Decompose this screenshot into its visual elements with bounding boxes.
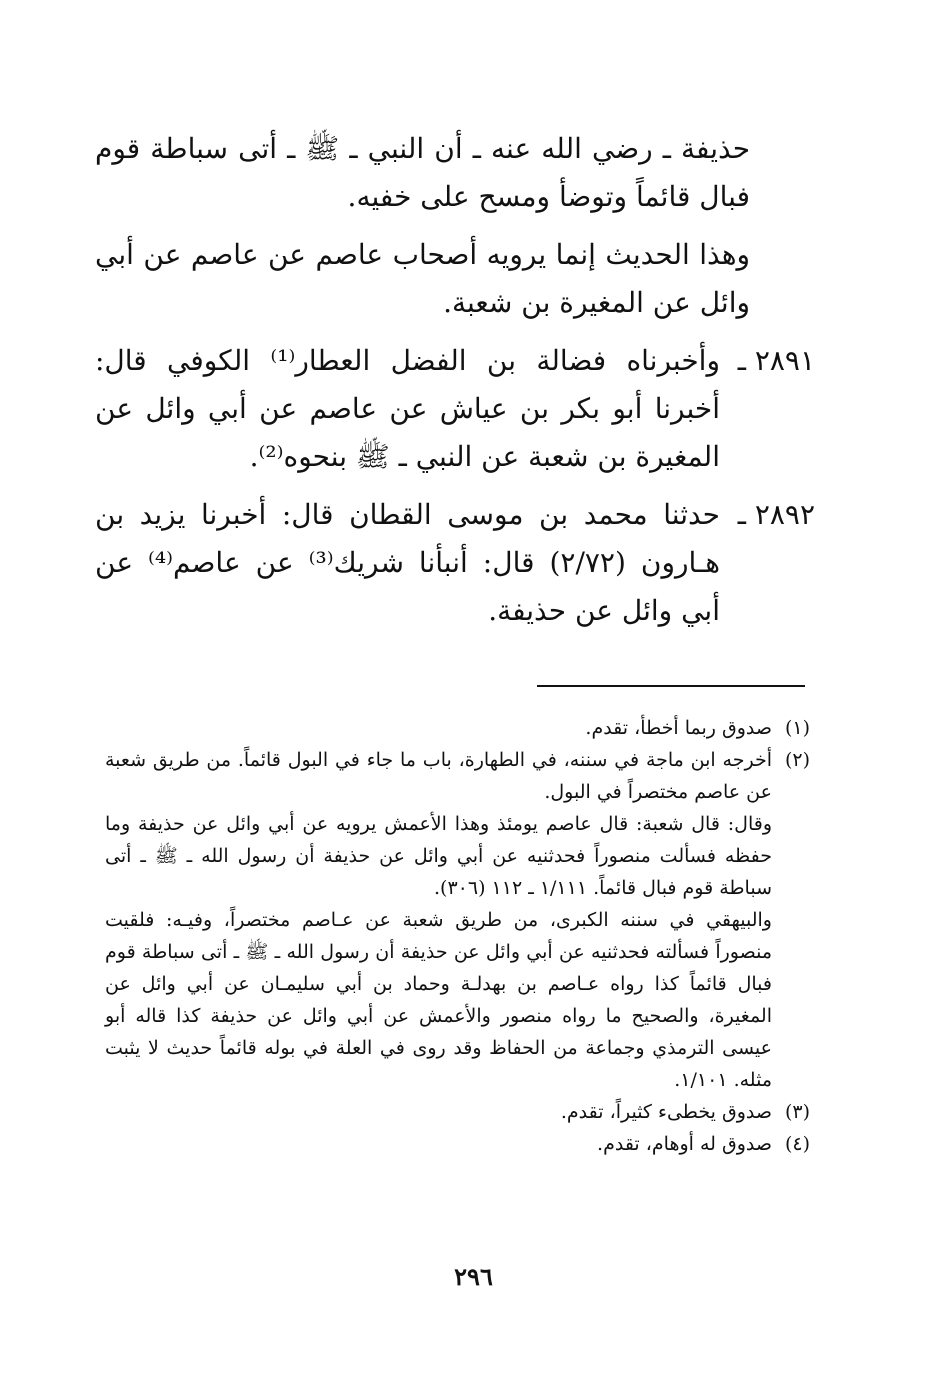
paragraph-hudhayfa: حذيفة ـ رضي الله عنه ـ أن النبي ـ ﷺ ـ أتى سباطة قوم فبال قائماً وتوضأ ومسح على خفيه. [95, 132, 750, 213]
page-number: ٢٩٦ [454, 1262, 493, 1291]
hadith-text: وأخبرناه فضالة بن الفضل العطار⁽¹⁾ الكوفي قال: أخبرنا أبو بكر بن عياش عن عاصم عن أبي وائل عن المغيرة بن شعبة عن النبي ـ ﷺ بنحوه⁽²⁾. [95, 344, 720, 473]
hadith-2892 [95, 491, 815, 635]
footnote-1 [105, 712, 810, 744]
footnote-3 [105, 1096, 810, 1128]
hadith-number: ٢٨٩٢ ـ [737, 498, 815, 531]
footnote-mark: (٤) [784, 1133, 810, 1155]
footnote-4 [105, 1128, 810, 1160]
footnote-text: صدوق ربما أخطأ، تقدم. [585, 717, 772, 739]
footnote-mark: (٢) [784, 749, 810, 771]
main-text [95, 125, 815, 645]
footnote-separator [537, 685, 805, 687]
footnote-2 [105, 744, 810, 808]
hadith-2891 [95, 337, 815, 481]
paragraph-isnad-note: وهذا الحديث إنما يرويه أصحاب عاصم عن عاصم عن أبي وائل عن المغيرة بن شعبة. [95, 238, 750, 319]
footnote-2-continuation-1: وقال: قال شعبة: قال عاصم يومئذ وهذا الأعمش يرويه عن أبي وائل عن حذيفة وما حفظه فسألت منصوراً فحدثنيه عن أبي وائل عن حذيفة أن رسول الله ـ ﷺ ـ أتى سباطة قوم فبال قائماً. ١/١١١ ـ ١١٢ (٣٠٦). [105, 813, 772, 899]
footnote-text: صدوق له أوهام، تقدم. [597, 1133, 772, 1155]
footnotes [105, 712, 810, 1160]
footnote-mark: (١) [784, 717, 810, 739]
footnote-mark: (٣) [784, 1101, 810, 1123]
footnote-2-continuation-2: والبيهقي في سننه الكبرى، من طريق شعبة عن عـاصم مختصراً، وفيـه: فلقيت منصوراً فسألته فحدثنيه عن أبي وائل عن حذيفة أن رسول الله ـ ﷺ ـ أتى سباطة قوم فبال قائماً كذا رواه عـاصم بن بهدلـة وحماد بن أبي سليمـان عن أبي وائل عن المغيرة، والصحيح ما رواه منصور والأعمش عن أبي وائل عن حذيفة كذا قاله أبو عيسى الترمذي وجماعة من الحفاظ وقد روى في العلة في بوله قائماً حديث لا يثبت مثله. ١/١٠١. [105, 909, 772, 1091]
hadith-text: حدثنا محمد بن موسى القطان قال: أخبرنا يزيد بن هـارون (٢/٧٢) قال: أنبأنا شريك⁽³⁾ عن عاصم⁽⁴⁾ عن أبي وائل عن حذيفة. [95, 498, 720, 627]
footnote-text: أخرجه ابن ماجة في سننه، في الطهارة، باب ما جاء في البول قائماً. من طريق شعبة عن عاصم مختصراً في البول. [105, 749, 772, 803]
hadith-number: ٢٨٩١ ـ [737, 344, 815, 377]
footnote-text: صدوق يخطىء كثيراً، تقدم. [560, 1101, 772, 1123]
